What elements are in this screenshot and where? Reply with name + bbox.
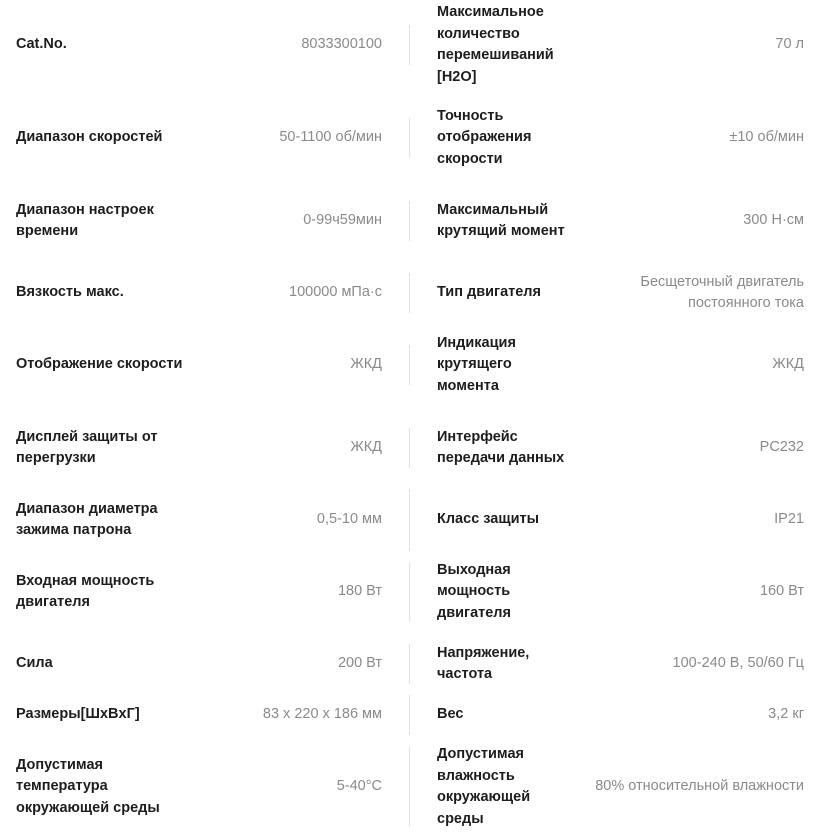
- spec-label: Максимальное количество перемешиваний [H2O]: [437, 4, 554, 85]
- spec-value: 100000 мПа·с: [289, 284, 382, 301]
- spec-value: ±10 об/мин: [729, 129, 804, 146]
- spec-label: Класс защиты: [437, 511, 539, 528]
- spec-value: 80% относительной влажности: [595, 778, 804, 795]
- spec-label: Диапазон настроек времени: [16, 201, 154, 239]
- spec-row: [0, 270, 826, 316]
- column-divider: [409, 644, 410, 684]
- spec-value: IP21: [774, 511, 804, 528]
- spec-row: [0, 558, 826, 626]
- spec-label: Вязкость макс.: [16, 284, 124, 301]
- column-divider: [409, 428, 410, 468]
- spec-label: Входная мощность двигателя: [16, 572, 155, 610]
- spec-value: 83 x 220 x 186 мм: [262, 706, 382, 723]
- spec-label: Размеры[ШxВxГ]: [16, 706, 140, 723]
- spec-row: [0, 414, 826, 482]
- spec-label: Выходная мощность двигателя: [437, 561, 511, 621]
- spec-row: [0, 743, 826, 831]
- spec-value: ЖКД: [350, 356, 382, 373]
- spec-value: 3,2 кг: [768, 706, 804, 723]
- spec-value: 0,5-10 мм: [316, 511, 382, 528]
- spec-label: Максимальный крутящий момент: [437, 201, 565, 239]
- spec-label: Точность отображения скорости: [437, 107, 532, 167]
- spec-row: [0, 331, 826, 399]
- spec-label: Напряжение, частота: [437, 644, 530, 682]
- column-divider: [409, 201, 410, 241]
- spec-value: 180 Вт: [337, 583, 382, 600]
- column-divider: [409, 562, 410, 622]
- spec-value: 0-99ч59мин: [303, 212, 382, 229]
- spec-label: Тип двигателя: [437, 284, 541, 301]
- spec-label: Вес: [437, 706, 464, 723]
- spec-label: Интерфейс передачи данных: [437, 428, 565, 466]
- spec-label: Cat.No.: [16, 36, 67, 53]
- spec-value: 70 л: [775, 36, 804, 53]
- spec-value: 300 Н·см: [743, 212, 804, 229]
- spec-value: 8033300100: [301, 36, 382, 53]
- spec-label: Диапазон диаметра зажима патрона: [16, 500, 158, 538]
- spec-value: PC232: [759, 439, 804, 456]
- spec-label: Диапазон скоростей: [16, 129, 163, 146]
- spec-row: [0, 641, 826, 687]
- spec-row: [0, 0, 826, 90]
- column-divider: [409, 747, 410, 827]
- spec-value: 200 Вт: [337, 655, 382, 672]
- spec-value: 50-1100 об/мин: [279, 129, 382, 146]
- spec-value: 160 Вт: [759, 583, 804, 600]
- spec-value: 100-240 В, 50/60 Гц: [672, 655, 804, 672]
- spec-label: Отображение скорости: [16, 356, 183, 373]
- column-divider: [409, 25, 410, 65]
- spec-label: Индикация крутящего момента: [437, 334, 516, 394]
- column-divider: [409, 489, 410, 551]
- spec-value: ЖКД: [350, 439, 382, 456]
- spec-row: [0, 497, 826, 543]
- column-divider: [409, 345, 410, 385]
- spec-label: Дисплей защиты от перегрузки: [16, 428, 158, 466]
- column-divider: [409, 118, 410, 158]
- spec-value: 5-40°C: [336, 778, 382, 795]
- spec-row: [0, 187, 826, 255]
- spec-label: Сила: [16, 655, 53, 672]
- column-divider: [409, 695, 410, 735]
- spec-label: Допустимая температура окружающей среды: [16, 756, 160, 816]
- spec-label: Допустимая влажность окружающей среды: [437, 746, 531, 827]
- spec-row: [0, 702, 826, 728]
- spec-value: ЖКД: [772, 356, 804, 373]
- spec-value: Бесщеточный двигатель постоянного тока: [640, 273, 804, 311]
- spec-row: [0, 104, 826, 172]
- column-divider: [409, 273, 410, 313]
